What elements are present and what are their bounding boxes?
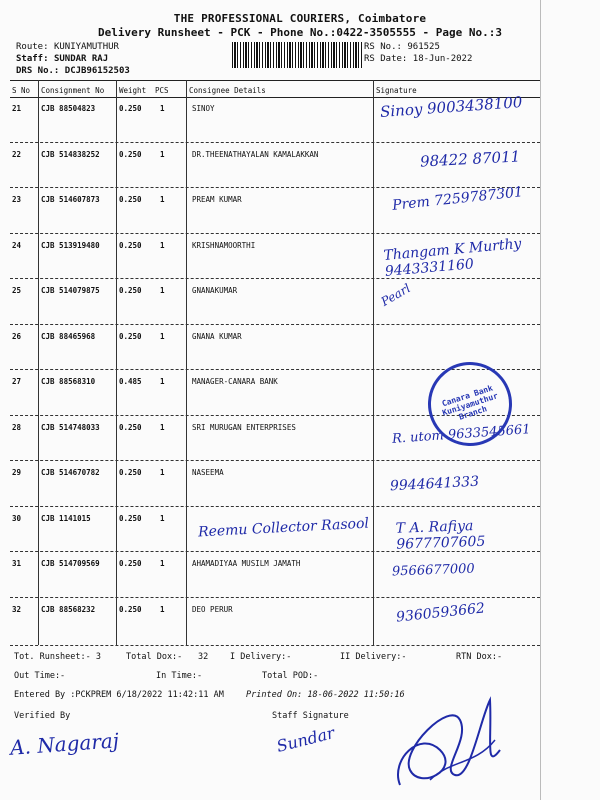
row-consignee: SRI MURUGAN ENTERPRISES: [192, 422, 296, 432]
row-weight: 0.250: [119, 240, 142, 250]
rs-no-value: 961525: [407, 42, 440, 52]
row-consignment-no: CJB 1141015: [41, 513, 91, 523]
runsheet-subtitle: Delivery Runsheet - PCK - Phone No.:0422-3505555 - Page No.:3: [98, 26, 502, 39]
row-separator: [10, 142, 540, 143]
row-signature: T A. Rafiya 9677707605: [395, 517, 486, 553]
rs-date-line: [364, 54, 472, 64]
row-consignment-no: CJB 514079875: [41, 286, 100, 295]
entered-by: Entered By :PCKPREM 6/18/2022 11:42:11 AM: [14, 690, 224, 700]
row-separator: [10, 324, 540, 325]
row-weight: 0.250: [119, 513, 142, 523]
row-consignee: GNANA KUMAR: [192, 331, 242, 341]
route-value: KUNIYAMUTHUR: [53, 42, 119, 52]
col-header-pcs: PCS: [155, 86, 169, 95]
row-consignee: KRISHNAMOORTHI: [192, 240, 256, 250]
col-header-signature: Signature: [376, 86, 417, 95]
row-pcs: 1: [160, 104, 165, 113]
row-consignee: DR.THEENATHAYALAN KAMALAKKAN: [192, 149, 319, 159]
row-consignment-no: CJB 88568310: [41, 377, 96, 386]
row-consignee: SINOY: [192, 104, 215, 113]
tot-runsheet: Tot. Runsheet:- 3: [14, 652, 101, 662]
table-bottom-rule: [10, 645, 540, 646]
column-divider: [373, 80, 374, 645]
bank-stamp: Canara Bank Kuniyamuthur Branch: [417, 351, 523, 457]
rs-no-label: RS No.:: [364, 42, 402, 52]
row-sno: 31: [12, 559, 22, 568]
column-divider: [38, 80, 39, 645]
row-weight: 0.250: [119, 468, 142, 477]
row-weight: 0.250: [119, 104, 142, 113]
row-consignment-no: CJB 513919480: [41, 240, 100, 250]
printed-on: Printed On: 18-06-2022 11:50:16: [246, 690, 405, 700]
row-signature: Pearl: [378, 281, 413, 309]
row-consignment-no: CJB 88568232: [41, 604, 96, 614]
staff-line: [16, 54, 108, 64]
total-pod: Total POD:-: [262, 671, 319, 681]
verified-by-signature: A. Nagaraj: [9, 728, 120, 760]
route-line: [16, 42, 119, 52]
row-pcs: 1: [160, 195, 165, 204]
in-time: In Time:-: [156, 671, 203, 681]
row-weight: 0.250: [119, 559, 142, 568]
row-separator: [10, 597, 540, 598]
table-top-rule: [10, 80, 540, 81]
column-divider: [186, 80, 187, 645]
row-pcs: 1: [160, 149, 165, 159]
row-sno: 30: [12, 513, 22, 523]
out-time: Out Time:-: [14, 671, 66, 681]
row-signature: 9944641333: [389, 473, 480, 495]
row-sno: 28: [12, 422, 22, 432]
total-dox-value: 32: [198, 652, 209, 662]
row-weight: 0.485: [119, 377, 142, 386]
row-sno: 27: [12, 377, 22, 386]
row-separator: [10, 551, 540, 552]
staff-label: Staff:: [16, 54, 49, 64]
row-sno: 21: [12, 104, 22, 113]
row-consignee: GNANAKUMAR: [192, 286, 238, 295]
col-header-consignment: Consignment No: [41, 86, 105, 95]
column-divider: [116, 80, 117, 645]
rtn-dox: RTN Dox:-: [456, 652, 503, 662]
row-pcs: 1: [160, 422, 165, 432]
row-consignment-no: CJB 514670782: [41, 468, 100, 477]
row-consignee: MANAGER-CANARA BANK: [192, 377, 278, 386]
col-header-consignee: Consignee Details: [189, 86, 266, 95]
row-weight: 0.250: [119, 286, 142, 295]
total-dox-label: Total Dox:-: [126, 652, 183, 662]
row-sno: 23: [12, 195, 22, 204]
drs-label: DRS No.:: [16, 66, 60, 76]
verified-by-label: Verified By: [14, 711, 71, 721]
large-signature-flourish: [380, 680, 515, 795]
row-consignee: PREAM KUMAR: [192, 195, 242, 204]
row-pcs: 1: [160, 331, 165, 341]
staff-signature: Sundar: [274, 723, 337, 756]
row-consignment-no: CJB 514748033: [41, 422, 100, 432]
row-sno: 24: [12, 240, 22, 250]
row-signature: Prem 7259787301: [391, 184, 524, 214]
row-weight: 0.250: [119, 331, 142, 341]
row30-handwritten-consignee: Reemu Collector Rasool: [197, 515, 370, 541]
row-consignment-no: CJB 514838252: [41, 149, 100, 159]
row-consignee: AHAMADIYAA MUSILM JAMATH: [192, 559, 301, 568]
row-signature: 9566677000: [391, 561, 475, 580]
ii-delivery: II Delivery:-: [340, 652, 407, 662]
rs-date-value: 18-Jun-2022: [412, 54, 473, 64]
rs-no-line: [364, 42, 440, 52]
row-signature: Sinoy 9003438100: [379, 93, 523, 121]
row-consignment-no: CJB 88465968: [41, 331, 96, 341]
row-pcs: 1: [160, 286, 165, 295]
row-weight: 0.250: [119, 422, 142, 432]
page-margin-line: [540, 0, 541, 800]
row-pcs: 1: [160, 377, 165, 386]
i-delivery: I Delivery:-: [230, 652, 292, 662]
row-separator: [10, 506, 540, 507]
row-separator: [10, 278, 540, 279]
col-header-sno: S No: [12, 86, 31, 95]
row-pcs: 1: [160, 240, 165, 250]
row-separator: [10, 187, 540, 188]
row-consignment-no: CJB 88504823: [41, 104, 96, 113]
row-pcs: 1: [160, 468, 165, 477]
row-consignee: NASEEMA: [192, 468, 224, 477]
route-label: Route:: [16, 42, 49, 52]
row-sno: 26: [12, 331, 22, 341]
row-sno: 22: [12, 149, 22, 159]
staff-value: SUNDAR RAJ: [53, 54, 109, 64]
drs-value: DCJB96152503: [64, 66, 130, 76]
col-header-weight: Weight: [119, 86, 147, 95]
row-signature: 9360593662: [395, 599, 486, 626]
row-sno: 29: [12, 468, 22, 477]
row-signature: Thangam K Murthy 9443331160: [382, 235, 523, 280]
company-title: THE PROFESSIONAL COURIERS, Coimbatore: [173, 12, 427, 25]
rs-date-label: RS Date:: [364, 54, 408, 64]
row-weight: 0.250: [119, 604, 142, 614]
row-separator: [10, 460, 540, 461]
row-pcs: 1: [160, 559, 165, 568]
row-signature: R. utom 9633545661: [391, 421, 532, 447]
barcode: [232, 42, 362, 68]
row-separator: [10, 233, 540, 234]
row-consignment-no: CJB 514607873: [41, 195, 100, 204]
row-consignee: DEO PERUR: [192, 604, 233, 614]
row-pcs: 1: [160, 513, 165, 523]
row-sno: 25: [12, 286, 22, 295]
row-sno: 32: [12, 604, 22, 614]
row-pcs: 1: [160, 604, 165, 614]
row-weight: 0.250: [119, 195, 142, 204]
row-weight: 0.250: [119, 149, 142, 159]
row-consignment-no: CJB 514709569: [41, 559, 100, 568]
drs-line: [16, 66, 130, 76]
row-signature: 98422 87011: [419, 146, 521, 171]
staff-signature-label: Staff Signature: [272, 711, 349, 721]
